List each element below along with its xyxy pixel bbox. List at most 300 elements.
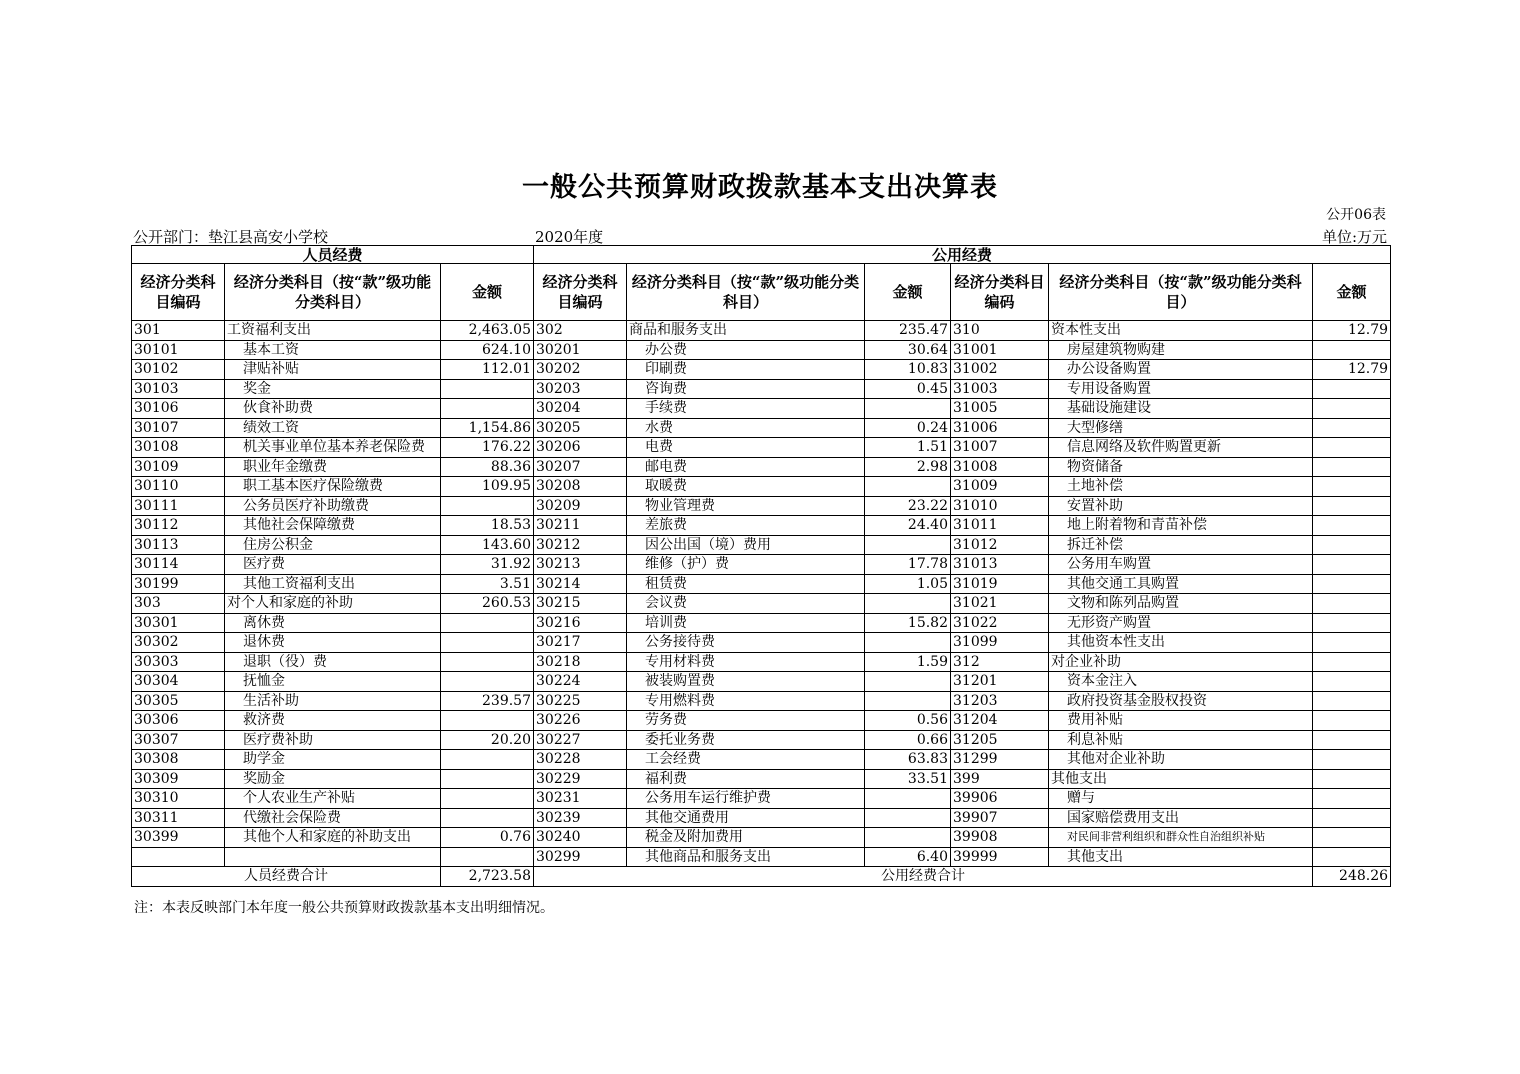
- amount-cell: [1313, 555, 1391, 575]
- name-cell: 专用材料费: [627, 652, 865, 672]
- amount-cell: [441, 379, 534, 399]
- name-cell: 其他支出: [1049, 847, 1313, 867]
- amount-cell: 260.53: [441, 594, 534, 614]
- name-cell: 公务用车购置: [1049, 555, 1313, 575]
- amount-cell: [441, 633, 534, 653]
- amount-cell: [865, 789, 951, 809]
- name-cell: 地上附着物和青苗补偿: [1049, 516, 1313, 536]
- amount-cell: 23.22: [865, 496, 951, 516]
- name-cell: 伙食补助费: [225, 399, 441, 419]
- name-cell: 政府投资基金股权投资: [1049, 691, 1313, 711]
- name-cell: 救济费: [225, 711, 441, 731]
- amount-cell: 112.01: [441, 360, 534, 380]
- name-cell: 物业管理费: [627, 496, 865, 516]
- code-cell: 31007: [951, 438, 1049, 458]
- code-cell: 30106: [132, 399, 225, 419]
- code-cell: 30114: [132, 555, 225, 575]
- name-cell: 办公设备购置: [1049, 360, 1313, 380]
- table-row: [132, 633, 1391, 653]
- code-cell: 31006: [951, 418, 1049, 438]
- name-cell: 助学金: [225, 750, 441, 770]
- code-cell: 30229: [534, 769, 627, 789]
- code-cell: 30218: [534, 652, 627, 672]
- name-cell: 手续费: [627, 399, 865, 419]
- amount-cell: [441, 750, 534, 770]
- name-cell: 医疗费补助: [225, 730, 441, 750]
- code-cell: 30304: [132, 672, 225, 692]
- amount-cell: 109.95: [441, 477, 534, 497]
- code-cell: 30207: [534, 457, 627, 477]
- table-row: [132, 477, 1391, 497]
- header-name: 经济分类科目（按“款”级功能分类科目）: [627, 264, 865, 321]
- name-cell: 印刷费: [627, 360, 865, 380]
- table-row: [132, 691, 1391, 711]
- name-cell: 租赁费: [627, 574, 865, 594]
- amount-cell: 1.05: [865, 574, 951, 594]
- amount-cell: [1313, 652, 1391, 672]
- amount-cell: 624.10: [441, 340, 534, 360]
- amount-cell: [865, 594, 951, 614]
- table-row: [132, 379, 1391, 399]
- table-row: [132, 457, 1391, 477]
- table-row: [132, 321, 1391, 341]
- code-cell: 31204: [951, 711, 1049, 731]
- name-cell: 资本金注入: [1049, 672, 1313, 692]
- code-cell: 31021: [951, 594, 1049, 614]
- amount-cell: 0.56: [865, 711, 951, 731]
- code-cell: 30217: [534, 633, 627, 653]
- code-cell: 303: [132, 594, 225, 614]
- amount-cell: [441, 496, 534, 516]
- code-cell: 30305: [132, 691, 225, 711]
- name-cell: 其他交通费用: [627, 808, 865, 828]
- name-cell: 抚恤金: [225, 672, 441, 692]
- fiscal-year: 2020年度: [535, 228, 604, 246]
- table-row: [132, 574, 1391, 594]
- name-cell: 工会经费: [627, 750, 865, 770]
- name-cell: 生活补助: [225, 691, 441, 711]
- code-cell: 30216: [534, 613, 627, 633]
- name-cell: 其他商品和服务支出: [627, 847, 865, 867]
- amount-cell: [1313, 613, 1391, 633]
- code-cell: 39906: [951, 789, 1049, 809]
- name-cell: 电费: [627, 438, 865, 458]
- name-cell: 安置补助: [1049, 496, 1313, 516]
- name-cell: 劳务费: [627, 711, 865, 731]
- name-cell: 公务用车运行维护费: [627, 789, 865, 809]
- amount-cell: 31.92: [441, 555, 534, 575]
- amount-cell: 88.36: [441, 457, 534, 477]
- name-cell: 差旅费: [627, 516, 865, 536]
- name-cell: 其他个人和家庭的补助支出: [225, 828, 441, 848]
- amount-cell: [441, 652, 534, 672]
- amount-cell: [441, 399, 534, 419]
- amount-cell: 0.24: [865, 418, 951, 438]
- code-cell: 30211: [534, 516, 627, 536]
- name-cell: 公务接待费: [627, 633, 865, 653]
- name-cell: 津贴补贴: [225, 360, 441, 380]
- department-label: 公开部门：垫江县高安小学校: [133, 228, 329, 246]
- amount-cell: 2.98: [865, 457, 951, 477]
- amount-cell: [1313, 750, 1391, 770]
- name-cell: 利息补贴: [1049, 730, 1313, 750]
- name-cell: 信息网络及软件购置更新: [1049, 438, 1313, 458]
- code-cell: 30214: [534, 574, 627, 594]
- amount-cell: [1313, 672, 1391, 692]
- amount-cell: [1313, 574, 1391, 594]
- amount-cell: 12.79: [1313, 321, 1391, 341]
- amount-cell: 20.20: [441, 730, 534, 750]
- amount-cell: 0.66: [865, 730, 951, 750]
- code-cell: 30226: [534, 711, 627, 731]
- amount-cell: 63.83: [865, 750, 951, 770]
- table-row: [132, 516, 1391, 536]
- table-row: [132, 769, 1391, 789]
- amount-cell: 143.60: [441, 535, 534, 555]
- amount-cell: 24.40: [865, 516, 951, 536]
- name-cell: 其他支出: [1049, 769, 1313, 789]
- amount-cell: [441, 613, 534, 633]
- name-cell: 专用燃料费: [627, 691, 865, 711]
- name-cell: 咨询费: [627, 379, 865, 399]
- name-cell: 邮电费: [627, 457, 865, 477]
- code-cell: 30302: [132, 633, 225, 653]
- amount-cell: [1313, 399, 1391, 419]
- table-note: 注：本表反映部门本年度一般公共预算财政拨款基本支出明细情况。: [134, 900, 554, 916]
- code-cell: 30101: [132, 340, 225, 360]
- amount-cell: [865, 691, 951, 711]
- table-row: [132, 360, 1391, 380]
- code-cell: 30102: [132, 360, 225, 380]
- name-cell: 其他社会保障缴费: [225, 516, 441, 536]
- code-cell: 31011: [951, 516, 1049, 536]
- name-cell: 无形资产购置: [1049, 613, 1313, 633]
- table-row: [132, 535, 1391, 555]
- code-cell: 312: [951, 652, 1049, 672]
- amount-cell: [1313, 496, 1391, 516]
- amount-cell: [1313, 633, 1391, 653]
- amount-cell: [1313, 711, 1391, 731]
- name-cell: 奖金: [225, 379, 441, 399]
- amount-cell: [441, 789, 534, 809]
- name-cell: 福利费: [627, 769, 865, 789]
- code-cell: 31205: [951, 730, 1049, 750]
- code-cell: 30108: [132, 438, 225, 458]
- amount-cell: [1313, 828, 1391, 848]
- amount-cell: [1313, 379, 1391, 399]
- code-cell: 30215: [534, 594, 627, 614]
- name-cell: 医疗费: [225, 555, 441, 575]
- code-cell: 30212: [534, 535, 627, 555]
- amount-cell: 17.78: [865, 555, 951, 575]
- code-cell: 30228: [534, 750, 627, 770]
- amount-cell: [1313, 847, 1391, 867]
- name-cell: 房屋建筑物购建: [1049, 340, 1313, 360]
- amount-cell: 176.22: [441, 438, 534, 458]
- meta-line: [131, 226, 1389, 246]
- name-cell: 物资储备: [1049, 457, 1313, 477]
- header-amount: 金额: [1313, 264, 1391, 321]
- amount-cell: [441, 769, 534, 789]
- code-cell: 30231: [534, 789, 627, 809]
- table-row: [132, 652, 1391, 672]
- name-cell: 水费: [627, 418, 865, 438]
- name-cell: 退休费: [225, 633, 441, 653]
- table-row: [132, 594, 1391, 614]
- unit-label: 单位:万元: [1321, 228, 1387, 246]
- amount-cell: [1313, 418, 1391, 438]
- name-cell: 土地补偿: [1049, 477, 1313, 497]
- expenditure-table: [131, 245, 1391, 887]
- table-row: [132, 730, 1391, 750]
- code-cell: 31022: [951, 613, 1049, 633]
- name-cell: 职业年金缴费: [225, 457, 441, 477]
- table-row: [132, 613, 1391, 633]
- code-cell: 30206: [534, 438, 627, 458]
- header-code: 经济分类科目编码: [132, 264, 225, 321]
- code-cell: 31002: [951, 360, 1049, 380]
- name-cell: 办公费: [627, 340, 865, 360]
- table-row: [132, 672, 1391, 692]
- name-cell: 税金及附加费用: [627, 828, 865, 848]
- name-cell: 机关事业单位基本养老保险费: [225, 438, 441, 458]
- code-cell: [132, 847, 225, 867]
- name-cell: 基础设施建设: [1049, 399, 1313, 419]
- amount-cell: [865, 399, 951, 419]
- code-cell: 30201: [534, 340, 627, 360]
- name-cell: 其他交通工具购置: [1049, 574, 1313, 594]
- amount-cell: 18.53: [441, 516, 534, 536]
- name-cell: 取暖费: [627, 477, 865, 497]
- code-cell: 30111: [132, 496, 225, 516]
- code-cell: 30107: [132, 418, 225, 438]
- public-total-label: 公用经费合计: [534, 867, 1313, 887]
- amount-cell: [1313, 789, 1391, 809]
- name-cell: 因公出国（境）费用: [627, 535, 865, 555]
- name-cell: [225, 847, 441, 867]
- code-cell: 30209: [534, 496, 627, 516]
- code-cell: 31019: [951, 574, 1049, 594]
- code-cell: 30307: [132, 730, 225, 750]
- table-row: [132, 340, 1391, 360]
- amount-cell: [1313, 594, 1391, 614]
- code-cell: 31009: [951, 477, 1049, 497]
- amount-cell: [1313, 730, 1391, 750]
- code-cell: 31012: [951, 535, 1049, 555]
- name-cell: 委托业务费: [627, 730, 865, 750]
- page-title: 一般公共预算财政拨款基本支出决算表: [522, 172, 998, 203]
- name-cell: 拆迁补偿: [1049, 535, 1313, 555]
- code-cell: 30103: [132, 379, 225, 399]
- code-cell: 30310: [132, 789, 225, 809]
- name-cell: 对个人和家庭的补助: [225, 594, 441, 614]
- code-cell: 30112: [132, 516, 225, 536]
- name-cell: 会议费: [627, 594, 865, 614]
- name-cell: 国家赔偿费用支出: [1049, 808, 1313, 828]
- column-header-row: [132, 264, 1391, 321]
- code-cell: 30205: [534, 418, 627, 438]
- header-code: 经济分类科目编码: [534, 264, 627, 321]
- amount-cell: 235.47: [865, 321, 951, 341]
- name-cell: 费用补贴: [1049, 711, 1313, 731]
- amount-cell: [1313, 691, 1391, 711]
- code-cell: 30199: [132, 574, 225, 594]
- code-cell: 39908: [951, 828, 1049, 848]
- code-cell: 39999: [951, 847, 1049, 867]
- section-public: 公用经费: [534, 246, 1391, 264]
- amount-cell: [441, 672, 534, 692]
- code-cell: 302: [534, 321, 627, 341]
- amount-cell: [1313, 438, 1391, 458]
- table-row: [132, 847, 1391, 867]
- amount-cell: 33.51: [865, 769, 951, 789]
- amount-cell: 15.82: [865, 613, 951, 633]
- amount-cell: [865, 808, 951, 828]
- code-cell: 31001: [951, 340, 1049, 360]
- name-cell: 公务员医疗补助缴费: [225, 496, 441, 516]
- amount-cell: [1313, 769, 1391, 789]
- code-cell: 30309: [132, 769, 225, 789]
- amount-cell: 10.83: [865, 360, 951, 380]
- code-cell: 30225: [534, 691, 627, 711]
- table-row: [132, 399, 1391, 419]
- amount-cell: [441, 808, 534, 828]
- table-row: [132, 828, 1391, 848]
- code-cell: 30110: [132, 477, 225, 497]
- name-cell: 资本性支出: [1049, 321, 1313, 341]
- amount-cell: [441, 711, 534, 731]
- table-row: [132, 808, 1391, 828]
- code-cell: 31201: [951, 672, 1049, 692]
- name-cell: 住房公积金: [225, 535, 441, 555]
- code-cell: 30399: [132, 828, 225, 848]
- name-cell: 培训费: [627, 613, 865, 633]
- name-cell: 专用设备购置: [1049, 379, 1313, 399]
- form-number: 公开06表: [1326, 207, 1386, 223]
- code-cell: 30308: [132, 750, 225, 770]
- amount-cell: [865, 672, 951, 692]
- code-cell: 30203: [534, 379, 627, 399]
- code-cell: 30224: [534, 672, 627, 692]
- amount-cell: [1313, 808, 1391, 828]
- amount-cell: 1.51: [865, 438, 951, 458]
- code-cell: 31008: [951, 457, 1049, 477]
- amount-cell: [1313, 477, 1391, 497]
- code-cell: 30239: [534, 808, 627, 828]
- amount-cell: 0.45: [865, 379, 951, 399]
- name-cell: 赠与: [1049, 789, 1313, 809]
- code-cell: 30303: [132, 652, 225, 672]
- code-cell: 31299: [951, 750, 1049, 770]
- table-row: [132, 750, 1391, 770]
- code-cell: 31013: [951, 555, 1049, 575]
- code-cell: 30213: [534, 555, 627, 575]
- name-cell: 绩效工资: [225, 418, 441, 438]
- name-cell: 奖励金: [225, 769, 441, 789]
- name-cell: 其他资本性支出: [1049, 633, 1313, 653]
- amount-cell: [865, 828, 951, 848]
- code-cell: 30202: [534, 360, 627, 380]
- header-name: 经济分类科目（按“款”级功能分类科目）: [225, 264, 441, 321]
- code-cell: 310: [951, 321, 1049, 341]
- code-cell: 30204: [534, 399, 627, 419]
- table-row: [132, 496, 1391, 516]
- table-row: [132, 789, 1391, 809]
- code-cell: 30113: [132, 535, 225, 555]
- amount-cell: 3.51: [441, 574, 534, 594]
- amount-cell: 30.64: [865, 340, 951, 360]
- name-cell: 退职（役）费: [225, 652, 441, 672]
- amount-cell: 6.40: [865, 847, 951, 867]
- table-row: [132, 438, 1391, 458]
- name-cell: 代缴社会保险费: [225, 808, 441, 828]
- table-row: [132, 418, 1391, 438]
- code-cell: 31099: [951, 633, 1049, 653]
- name-cell: 基本工资: [225, 340, 441, 360]
- code-cell: 31203: [951, 691, 1049, 711]
- amount-cell: [441, 847, 534, 867]
- header-amount: 金额: [865, 264, 951, 321]
- header-name: 经济分类科目（按“款”级功能分类科目）: [1049, 264, 1313, 321]
- code-cell: 31003: [951, 379, 1049, 399]
- name-cell: 其他对企业补助: [1049, 750, 1313, 770]
- name-cell: 职工基本医疗保险缴费: [225, 477, 441, 497]
- amount-cell: 2,463.05: [441, 321, 534, 341]
- header-amount: 金额: [441, 264, 534, 321]
- name-cell: 对民间非营利组织和群众性自治组织补贴: [1049, 828, 1313, 848]
- code-cell: 30109: [132, 457, 225, 477]
- code-cell: 301: [132, 321, 225, 341]
- amount-cell: [865, 477, 951, 497]
- name-cell: 工资福利支出: [225, 321, 441, 341]
- section-personnel: 人员经费: [132, 246, 534, 264]
- code-cell: 30208: [534, 477, 627, 497]
- section-header-row: [132, 246, 1391, 264]
- amount-cell: 239.57: [441, 691, 534, 711]
- totals-row: [132, 867, 1391, 887]
- name-cell: 其他工资福利支出: [225, 574, 441, 594]
- personnel-total-label: 人员经费合计: [132, 867, 441, 887]
- code-cell: 399: [951, 769, 1049, 789]
- name-cell: 文物和陈列品购置: [1049, 594, 1313, 614]
- code-cell: 30227: [534, 730, 627, 750]
- amount-cell: [1313, 340, 1391, 360]
- amount-cell: 1.59: [865, 652, 951, 672]
- amount-cell: [1313, 535, 1391, 555]
- name-cell: 离休费: [225, 613, 441, 633]
- amount-cell: 1,154.86: [441, 418, 534, 438]
- code-cell: 30299: [534, 847, 627, 867]
- table-row: [132, 711, 1391, 731]
- amount-cell: [1313, 516, 1391, 536]
- amount-cell: [865, 535, 951, 555]
- name-cell: 维修（护）费: [627, 555, 865, 575]
- table-row: [132, 555, 1391, 575]
- name-cell: 被装购置费: [627, 672, 865, 692]
- public-total-amount: 248.26: [1313, 867, 1391, 887]
- name-cell: 对企业补助: [1049, 652, 1313, 672]
- name-cell: 商品和服务支出: [627, 321, 865, 341]
- header-code: 经济分类科目编码: [951, 264, 1049, 321]
- code-cell: 30311: [132, 808, 225, 828]
- personnel-total-amount: 2,723.58: [441, 867, 534, 887]
- code-cell: 31010: [951, 496, 1049, 516]
- name-cell: 个人农业生产补贴: [225, 789, 441, 809]
- code-cell: 30240: [534, 828, 627, 848]
- name-cell: 大型修缮: [1049, 418, 1313, 438]
- code-cell: 39907: [951, 808, 1049, 828]
- amount-cell: [1313, 457, 1391, 477]
